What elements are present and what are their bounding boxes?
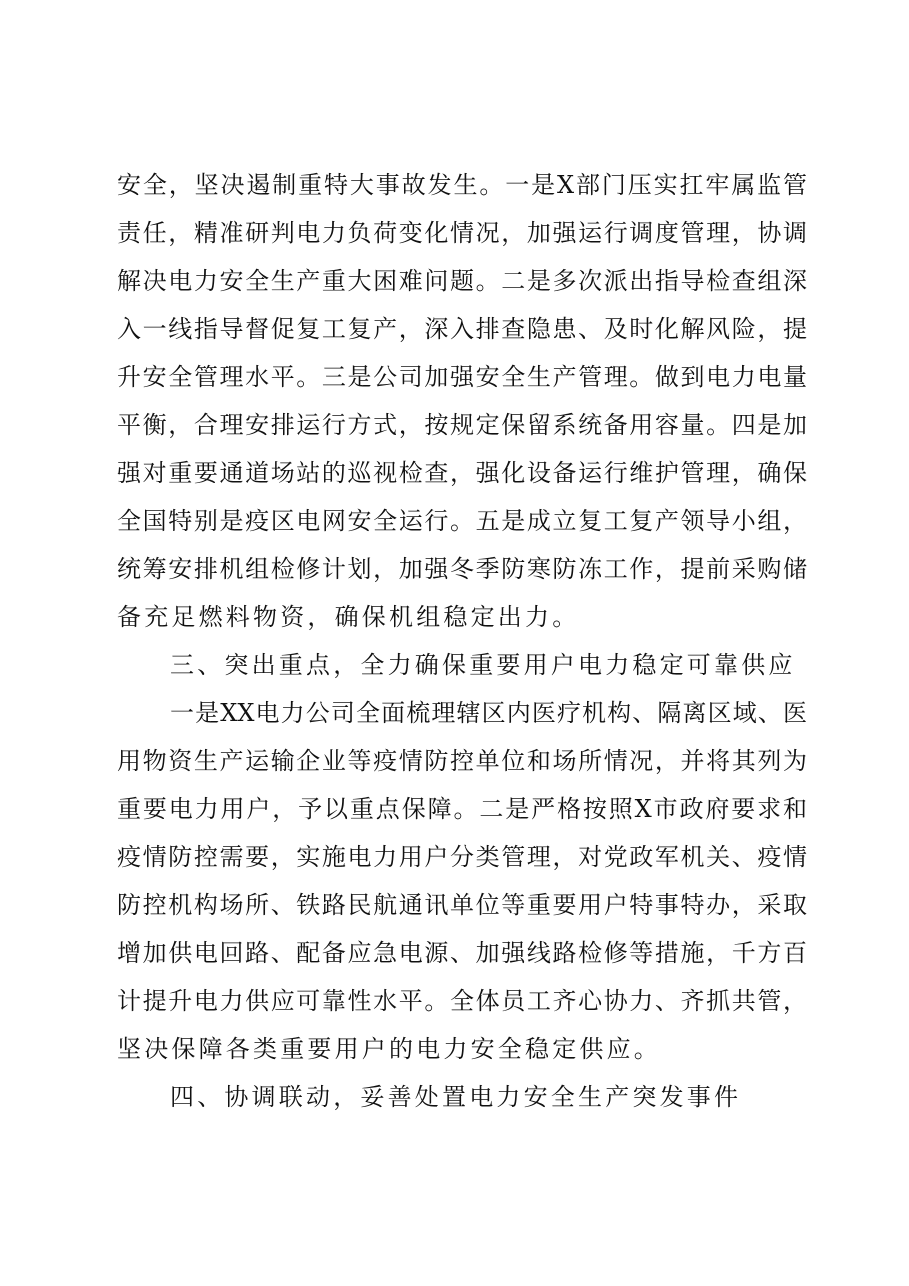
paragraph-line: 统筹安排机组检修计划，加强冬季防寒防冻工作，提前采购储 xyxy=(117,555,807,583)
paragraph-line: 解决电力安全生产重大困难问题。二是多次派出指导检查组深 xyxy=(117,267,807,295)
paragraph-line: 防控机构场所、铁路民航通讯单位等重要用户特事特办，采取 xyxy=(117,891,807,919)
paragraph-line: 责任，精准研判电力负荷变化情况，加强运行调度管理，协调 xyxy=(117,219,807,247)
paragraph-line: 增加供电回路、配备应急电源、加强线路检修等措施，千方百 xyxy=(117,939,807,967)
paragraph-line: 坚决保障各类重要用户的电力安全稳定供应。 xyxy=(117,1035,661,1063)
paragraph-line: 备充足燃料物资，确保机组稳定出力。 xyxy=(117,603,580,631)
paragraph-line: 入一线指导督促复工复产，深入排查隐患、及时化解风险，提 xyxy=(117,315,807,343)
paragraph-line: 计提升电力供应可靠性水平。全体员工齐心协力、齐抓共管， xyxy=(117,987,807,1015)
section-heading: 三、突出重点，全力确保重要用户电力稳定可靠供应 xyxy=(170,651,796,679)
section-heading: 四、协调联动，妥善处置电力安全生产突发事件 xyxy=(170,1083,742,1111)
paragraph-line: 平衡，合理安排运行方式，按规定保留系统备用容量。四是加 xyxy=(117,411,807,439)
paragraph-line: 用物资生产运输企业等疫情防控单位和场所情况，并将其列为 xyxy=(117,747,807,775)
paragraph-line: 强对重要通道场站的巡视检查，强化设备运行维护管理，确保 xyxy=(117,459,807,487)
paragraph-line: 重要电力用户，予以重点保障。二是严格按照X市政府要求和 xyxy=(117,795,807,823)
paragraph-line: 升安全管理水平。三是公司加强安全生产管理。做到电力电量 xyxy=(117,363,807,391)
paragraph-line: 安全，坚决遏制重特大事故发生。一是X部门压实扛牢属监管 xyxy=(117,171,807,199)
paragraph-line: 疫情防控需要，实施电力用户分类管理，对党政军机关、疫情 xyxy=(117,843,807,871)
paragraph-line: 一是XX电力公司全面梳理辖区内医疗机构、隔离区域、医 xyxy=(170,699,807,727)
paragraph-line: 全国特别是疫区电网安全运行。五是成立复工复产领导小组， xyxy=(117,507,807,535)
